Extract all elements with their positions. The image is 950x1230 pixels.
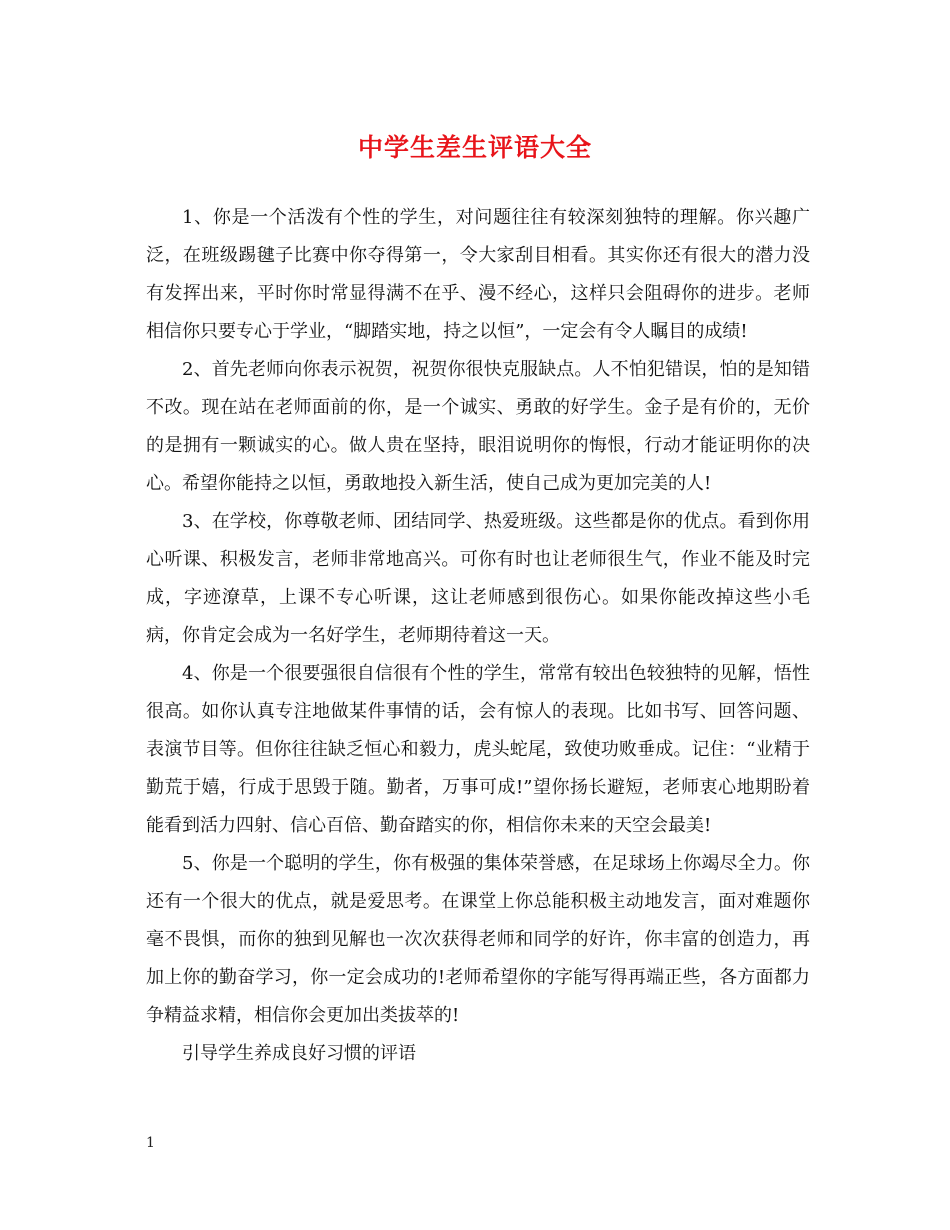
document-body bbox=[146, 199, 810, 1073]
paragraph-5: 5、你是一个聪明的学生，你有极强的集体荣誉感，在足球场上你竭尽全力。你还有一个很大的优点，就是爱思考。在课堂上你总能积极主动地发言，面对难题你毫不畏惧，而你的独到见解也一次次获得老师和同学的好许，你丰富的创造力，再加上你的勤奋学习，你一定会成功的!老师希望你的字能写得再端正些，各方面都力争精益求精，相信你会更加出类拔萃的! bbox=[146, 853, 810, 1026]
paragraph-4: 4、你是一个很要强很自信很有个性的学生，常常有较出色较独特的见解，悟性很高。如你认真专注地做某件事情的话，会有惊人的表现。比如书写、回答问题、表演节目等。但你往往缺乏恒心和毅力，虎头蛇尾，致使功败垂成。记住：“业精于勤荒于嬉，行成于思毁于随。勤者，万事可成!”望你扬长避短，老师衷心地期盼着能看到活力四射、信心百倍、勤奋踏实的你，相信你未来的天空会最美! bbox=[146, 663, 810, 836]
document-title: 中学生差生评语大全 bbox=[357, 133, 592, 162]
paragraph-3: 3、在学校，你尊敬老师、团结同学、热爱班级。这些都是你的优点。看到你用心听课、积极发言，老师非常地高兴。可你有时也让老师很生气，作业不能及时完成，字迹潦草，上课不专心听课，这让老师感到很伤心。如果你能改掉这些小毛病，你肯定会成为一名好学生，老师期待着这一天。 bbox=[146, 511, 810, 646]
paragraph-1: 1、你是一个活泼有个性的学生，对问题往往有较深刻独特的理解。你兴趣广泛，在班级踢毽子比赛中你夺得第一，令大家刮目相看。其实你还有很大的潜力没有发挥出来，平时你时常显得满不在乎、漫不经心，这样只会阻碍你的进步。老师相信你只要专心于学业，“脚踏实地，持之以恒”，一定会有令人瞩目的成绩! bbox=[146, 207, 810, 342]
paragraph-2: 2、首先老师向你表示祝贺，祝贺你很快克服缺点。人不怕犯错误，怕的是知错不改。现在站在老师面前的你，是一个诚实、勇敢的好学生。金子是有价的，无价的是拥有一颗诚实的心。做人贵在坚持，眼泪说明你的悔恨，行动才能证明你的决心。希望你能持之以恒，勇敢地投入新生活，使自己成为更加完美的人! bbox=[146, 359, 810, 494]
section-heading: 引导学生养成良好习惯的评语 bbox=[182, 1043, 416, 1064]
page-number: 1 bbox=[146, 1135, 155, 1151]
